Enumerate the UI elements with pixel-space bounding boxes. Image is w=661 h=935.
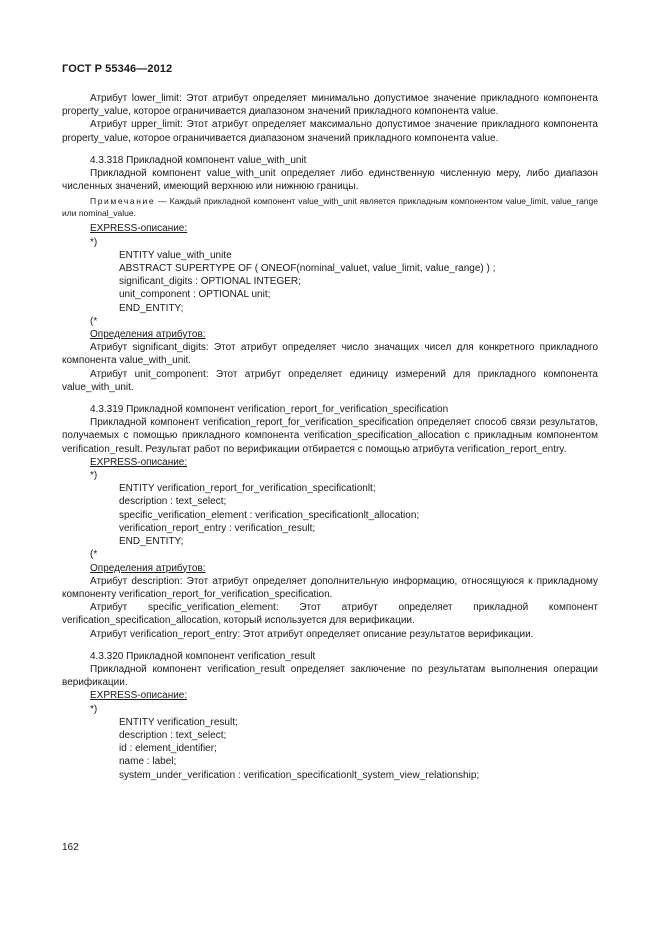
code-line: ENTITY value_with_unite xyxy=(119,249,232,261)
code-open-320: *) xyxy=(90,703,98,715)
attribute-definition: Атрибут unit_component: Этот атрибут определяет единицу измерений для прикладного компонента value_with_unit. xyxy=(62,368,598,393)
code-line: ENTITY verification_result; xyxy=(119,716,238,728)
code-close-318: (* xyxy=(90,315,98,327)
code-line: description : text_select; xyxy=(119,496,227,508)
code-line: ABSTRACT SUPERTYPE OF ( ONEOF(nominal_valuet, value_limit, value_range) ) ; xyxy=(119,263,496,275)
code-line: id : element_identifier; xyxy=(119,743,217,755)
page-number: 162 xyxy=(62,842,79,853)
code-line: END_ENTITY; xyxy=(119,536,184,548)
code-line: verification_report_entry : verification_result; xyxy=(119,522,316,534)
attrs-label-319: Определения атрибутов: xyxy=(90,562,206,574)
express-label-319: EXPRESS-описание: xyxy=(90,456,188,468)
code-close-319: (* xyxy=(90,549,98,561)
code-open-319: *) xyxy=(90,470,98,482)
code-line: description : text_select; xyxy=(119,729,227,741)
code-line: unit_component : OPTIONAL unit; xyxy=(119,289,271,301)
code-line: END_ENTITY; xyxy=(119,302,184,314)
attribute-definition: Атрибут verification_report_entry: Этот атрибут определяет описание результатов верификации. xyxy=(90,628,534,640)
express-label-318: EXPRESS-описание: xyxy=(90,223,188,235)
note-label: Примечание xyxy=(90,196,156,207)
attribute-definition: Атрибут significant_digits: Этот атрибут определяет число значащих чисел для конкретного прикладного компонента value_with_unit. xyxy=(62,342,598,367)
code-line: specific_verification_element : verification_specificationlt_allocation; xyxy=(119,509,420,521)
express-label-320: EXPRESS-описание: xyxy=(90,690,188,702)
attrs-label-318: Определения атрибутов: xyxy=(90,329,206,341)
section-heading-320: 4.3.320 Прикладной компонент verification_result xyxy=(90,650,316,662)
section-heading-319: 4.3.319 Прикладной компонент verification_report_for_verification_specification xyxy=(90,404,449,416)
code-line: ENTITY verification_report_for_verification_specificationlt; xyxy=(119,483,376,495)
code-line: name : label; xyxy=(119,756,177,768)
section-description-318: Прикладной компонент value_with_unit определяет либо единственную численную меру, либо диапазон численных значений, имеющий верхнюю или нижнюю границы. xyxy=(62,168,598,193)
attribute-definition: Атрибут description: Этот атрибут определяет дополнительную информацию, относящуюся к прикладному компоненту verification_report_for_verification_specification. xyxy=(62,575,598,600)
standard-header: ГОСТ Р 55346—2012 xyxy=(62,63,173,75)
note-text: — Каждый прикладной компонент value_with_unit является прикладным компонентом value_limit, value_range или nominal_value. xyxy=(62,196,598,218)
section-description-320: Прикладной компонент verification_result определяет заключение по результатам выполнения операции верификации. xyxy=(62,663,598,689)
section-heading-318: 4.3.318 Прикладной компонент value_with_unit xyxy=(90,154,307,166)
note-318 xyxy=(62,196,598,219)
attribute-definition: Атрибут specific_verification_element: Этот атрибут определяет прикладной компонент verification_specification_allocation, который используется для верификации. xyxy=(62,602,598,627)
code-line: system_under_verification : verification_specificationlt_system_view_relationship; xyxy=(119,769,480,781)
section-description-319: Прикладной компонент verification_report_for_verification_specification определяет способ связи результатов, получаемых с помощью прикладного компонента verification_specification_allocation с прикладным компонентом verification_result. Результат работ по верификации отбирается с помощью атрибута verification_report_entry. xyxy=(62,417,598,455)
code-open-318: *) xyxy=(90,236,98,248)
document-body xyxy=(62,92,598,782)
paragraph-upper-limit: Атрибут upper_limit: Этот атрибут определяет максимально допустимое значение прикладного компонента property_value, которое ограничивается диапазоном значений прикладного компонента value. xyxy=(62,119,598,144)
paragraph-lower-limit: Атрибут lower_limit: Этот атрибут определяет минимально допустимое значение прикладного компонента property_value, которое ограничивается диапазоном значений прикладного компонента value. xyxy=(62,93,598,118)
code-line: significant_digits : OPTIONAL INTEGER; xyxy=(119,276,301,288)
